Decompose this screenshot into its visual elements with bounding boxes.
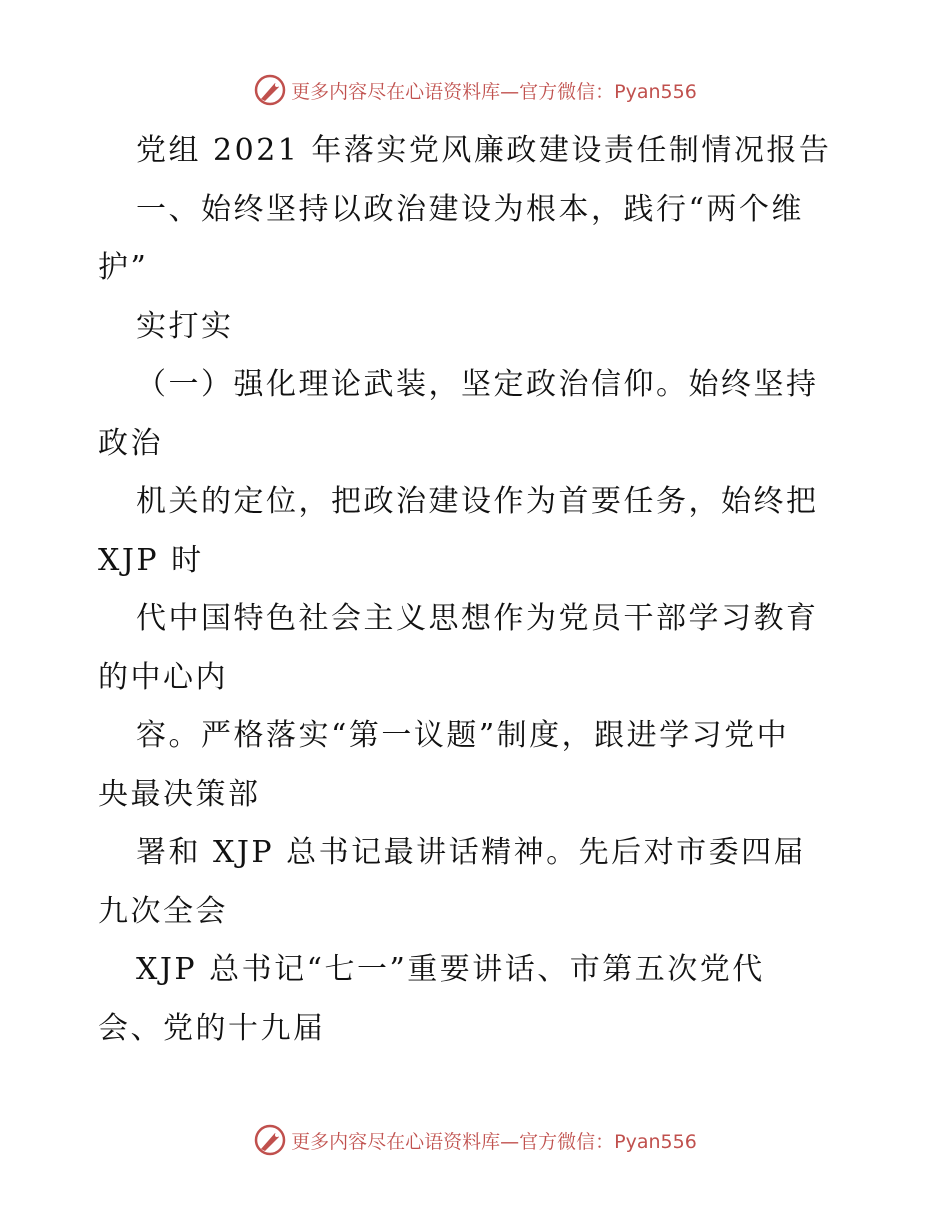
document-line: 一、始终坚持以政治建设为根本，践行“两个维: [136, 191, 804, 227]
footer-watermark-text: 更多内容尽在心语资料库—官方微信：Pyan556: [291, 1130, 697, 1153]
document-line: 实打实: [136, 308, 234, 344]
pen-nib-logo-icon: [253, 73, 287, 107]
document-line: 会、党的十九届: [98, 1010, 326, 1046]
document-body: [98, 122, 858, 1058]
document-line: XJP 时: [98, 542, 204, 578]
document-line: 护”: [98, 250, 149, 285]
header-watermark-text: 更多内容尽在心语资料库—官方微信：Pyan556: [291, 80, 697, 103]
header-watermark: [0, 70, 950, 110]
pen-nib-logo-icon: [253, 1123, 287, 1157]
document-line: 九次全会: [98, 893, 228, 929]
document-line: 代中国特色社会主义思想作为党员干部学习教育: [136, 601, 819, 636]
document-line: 央最决策部: [98, 776, 261, 812]
document-line: 容。严格落实“第一议题”制度，跟进学习党中: [136, 718, 790, 753]
document-line: 党组 2021 年落实党风廉政建设责任制情况报告: [136, 133, 832, 168]
document-line: 机关的定位，把政治建设作为首要任务，始终把: [136, 484, 819, 519]
footer-watermark: [0, 1120, 950, 1160]
document-line: 署和 XJP 总书记最讲话精神。先后对市委四届: [136, 835, 807, 870]
document-line: （一）强化理论武装，坚定政治信仰。始终坚持: [136, 367, 819, 402]
document-line: 的中心内: [98, 659, 228, 695]
document-line: 政治: [98, 425, 163, 461]
document-line: XJP 总书记“七一”重要讲话、市第五次党代: [136, 952, 765, 987]
